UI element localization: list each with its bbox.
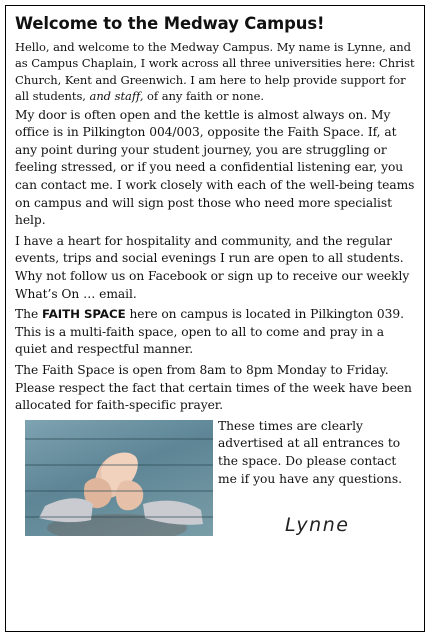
entrances-paragraph: These times are clearly advertised at all entrances to the space. Do please contact me if you have any questions. <box>218 418 403 486</box>
signature: Lynne <box>285 513 350 536</box>
opening-hours-paragraph: The Faith Space is open from 8am to 8pm Monday to Friday. Please respect the fact that certain times of the week have been allocated for faith-specific prayer. <box>15 362 412 413</box>
hospitality-paragraph: I have a heart for hospitality and community, and the regular events, trips and social evenings I run are open to all students. Why not follow us on Facebook or sign up to receive our weekly What’s On … email. <box>15 233 410 301</box>
welcome-flyer <box>5 5 425 632</box>
intro-text-end: of any faith or none. <box>143 89 264 104</box>
office-paragraph: My door is often open and the kettle is almost always on. My office is in Pilkington 004/003, opposite the Faith Space. If, at any point during your student journey, you are struggling or feeling stressed, or if you need a confidential listening ear, you can contact me. I work closely with each of the well-being teams on campus and will sign post those who need more specialist help. <box>15 107 415 228</box>
praying-hands-photo <box>25 420 213 536</box>
bottom-section <box>15 418 416 538</box>
faith-space-text: The <box>15 307 43 322</box>
faith-space-text-end: here on campus is located in Pilkington 039. This is a multi-faith space, open to all to come and pray in a quiet and respectful manner. <box>15 307 404 357</box>
intro-text: Hello, and welcome to the Medway Campus. My name is Lynne, and as Campus Chaplain, I work across all three universities here: Christ Church, Kent and Greenwich. I am here to help provide support for all students, <box>15 40 415 104</box>
flyer-title: Welcome to the Medway Campus! <box>15 14 325 33</box>
intro-italic-text: and staff, <box>89 89 144 104</box>
faith-space-paragraph <box>15 306 416 359</box>
faith-space-bold: FAITH SPACE <box>42 307 126 322</box>
intro-paragraph <box>15 39 416 105</box>
